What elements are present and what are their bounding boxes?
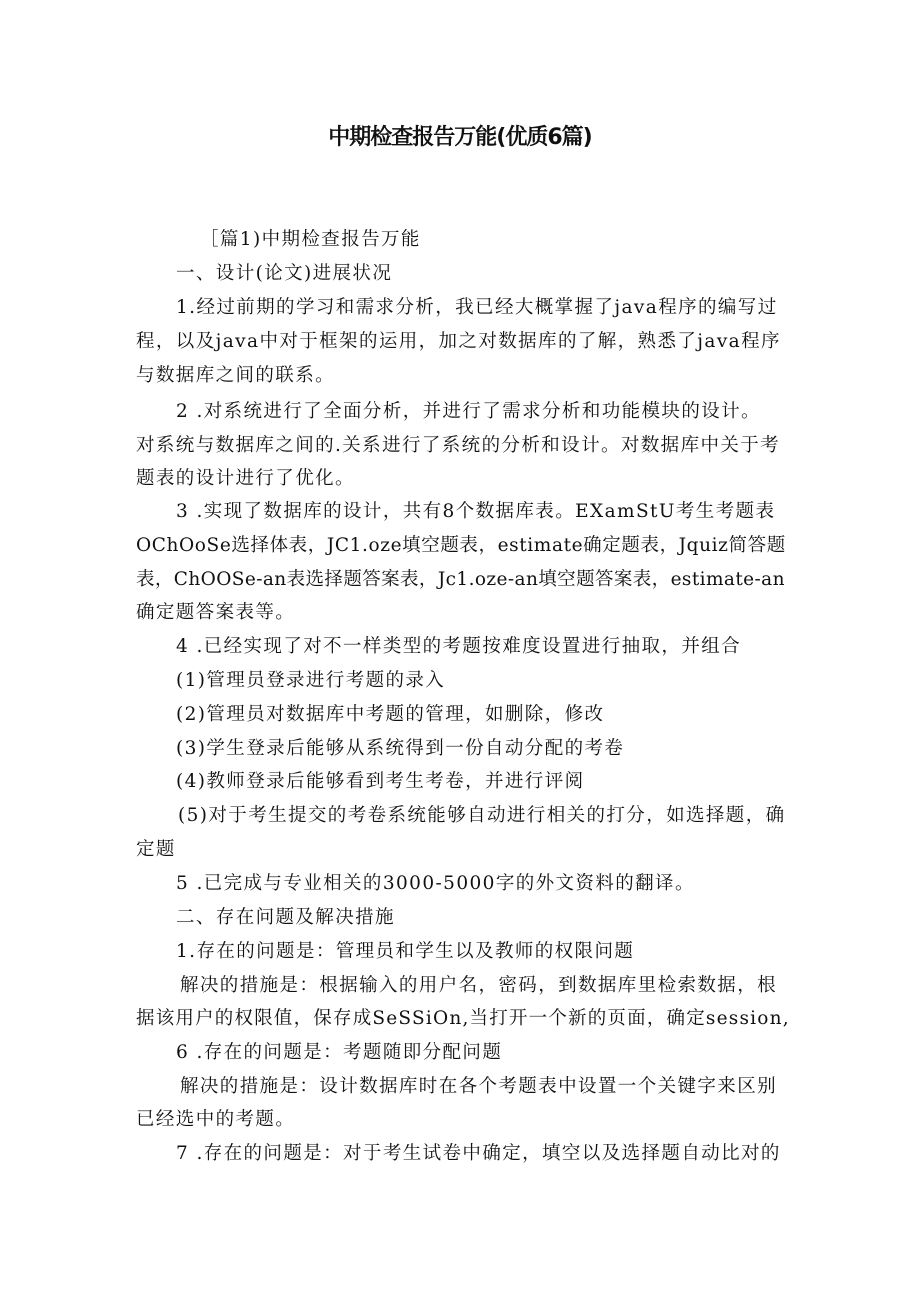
paragraph-line: 解决的措施是：根据输入的用户名，密码，到数据库里检索数据，根: [180, 975, 778, 996]
paragraph-line: 确定题答案表等。: [136, 602, 296, 623]
list-item: 定题: [136, 839, 176, 860]
paragraph-line: 题表的设计进行了优化。: [136, 468, 355, 489]
list-item: (2)管理员对数据库中考题的管理，如删除，修改: [176, 704, 605, 725]
subsection-heading: 二、存在问题及解决措施: [176, 907, 395, 928]
list-item: (4)教师登录后能够看到考生考卷，并进行评阅: [176, 771, 585, 792]
document-title: 中期检查报告万能(优质6篇): [328, 125, 592, 150]
paragraph-line: 据该用户的权限值，保存成SeSSiOn,当打开一个新的页面，确定session,: [136, 1008, 790, 1029]
paragraph-line: 1.经过前期的学习和需求分析，我已经大概掌握了java程序的编写过: [176, 297, 778, 318]
paragraph-line: 4 .已经实现了对不一样类型的考题按难度设置进行抽取，并组合: [176, 636, 742, 657]
subsection-heading: 一、设计(论文)进展状况: [176, 263, 393, 284]
list-item: (5)对于考生提交的考卷系统能够自动进行相关的打分，如选择题，确: [178, 805, 786, 826]
paragraph-line: 解决的措施是：设计数据库时在各个考题表中设置一个关键字来区别: [180, 1076, 778, 1097]
paragraph-line: 3 .实现了数据库的设计，共有8个数据库表。EXamStU考生考题表: [176, 501, 776, 522]
paragraph-line: 已经选中的考题。: [136, 1109, 296, 1130]
paragraph-line: 表，ChOOSe-an表选择题答案表，Jc1.oze-an填空题答案表，estimate-an: [136, 569, 785, 590]
paragraph-line: 程，以及java中对于框架的运用，加之对数据库的了解，熟悉了java程序: [136, 331, 781, 352]
paragraph-line: OChOoSe选择体表，JC1.oze填空题表，estimate确定题表，Jquiz简答题: [136, 535, 786, 556]
paragraph-line: 7 .存在的问题是：对于考生试卷中确定，填空以及选择题自动比对的: [176, 1143, 781, 1164]
paragraph-line: 对系统与数据库之间的.关系进行了系统的分析和设计。对数据库中关于考: [136, 435, 781, 456]
list-item: (3)学生登录后能够从系统得到一份自动分配的考卷: [176, 738, 625, 759]
paragraph-line: 5 .已完成与专业相关的3000-5000字的外文资料的翻译。: [176, 873, 695, 894]
paragraph-line: 1.存在的问题是：管理员和学生以及教师的权限问题: [176, 941, 635, 962]
paragraph-line: 2 .对系统进行了全面分析，并进行了需求分析和功能模块的设计。: [176, 401, 761, 422]
paragraph-line: 6 .存在的问题是：考题随即分配问题: [176, 1042, 503, 1063]
section-heading: ［篇1)中期检查报告万能: [200, 229, 421, 250]
paragraph-line: 与数据库之间的联系。: [136, 365, 336, 386]
list-item: (1)管理员登录进行考题的录入: [176, 670, 446, 691]
